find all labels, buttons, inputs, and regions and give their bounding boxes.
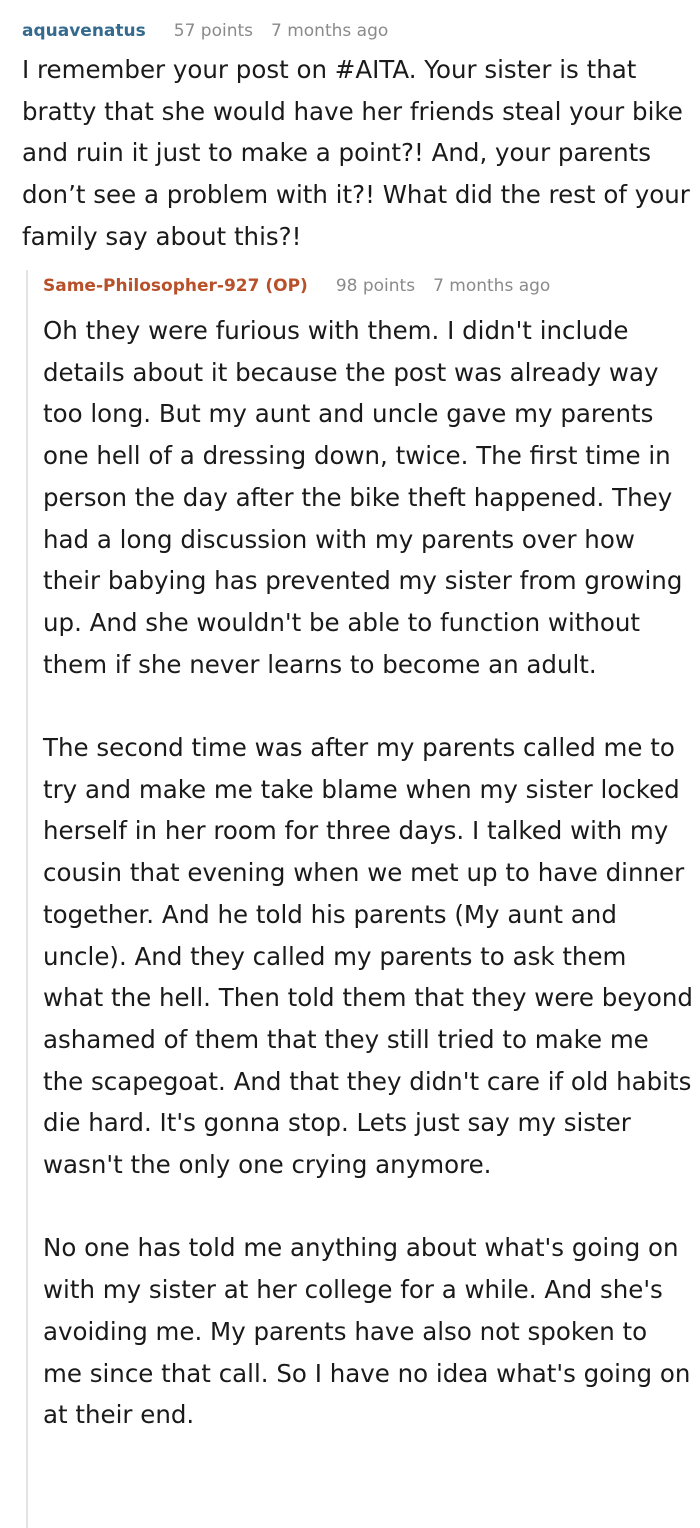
- comment-meta: [43, 273, 693, 299]
- comment-timestamp[interactable]: 7 months ago: [433, 276, 551, 296]
- comment-author[interactable]: aquavenatus: [22, 21, 146, 41]
- comment-meta: [22, 18, 692, 44]
- comment-points: 98 points: [335, 276, 416, 296]
- comment-paragraph: Oh they were furious with them. I didn't include details about it because the post was already way too long. But my aunt and uncle gave my parents one hell of a dressing down, twice. The first time in person the day after the bike theft happened. They had a long discussion with my parents over how their babying has prevented my sister from growing up. And she wouldn't be able to function without them if she never learns to become an adult.: [43, 316, 683, 679]
- comment-body: [43, 310, 693, 1436]
- comment-paragraph: I remember your post on #AITA. Your sister is that bratty that she would have her friends steal your bike and ruin it just to make a point?! And, your parents don’t see a problem with it?! What did the rest of your family say about this?!: [22, 55, 690, 251]
- comment-author[interactable]: Same-Philosopher-927 (OP): [43, 276, 308, 296]
- reply-thread-line[interactable]: [26, 270, 28, 1528]
- comment: [22, 18, 692, 258]
- comment-timestamp[interactable]: 7 months ago: [271, 21, 389, 41]
- comment-body: [22, 49, 692, 258]
- comment-points: 57 points: [173, 21, 253, 41]
- reply-comment: [43, 273, 693, 1436]
- comment-paragraph: No one has told me anything about what's going on with my sister at her college for a while. And she's avoiding me. My parents have also not spoken to me since that call. So I have no idea what's going on at their end.: [43, 1233, 691, 1430]
- comment-paragraph: The second time was after my parents called me to try and make me take blame when my sister locked herself in her room for three days. I talked with my cousin that evening when we met up to have dinner together. And he told his parents (My aunt and uncle). And they called my parents to ask them what the hell. Then told them that they were beyond ashamed of them that they still tried to make me the scapegoat. And that they didn't care if old habits die hard. It's gonna stop. Lets just say my sister wasn't the only one crying anymore.: [43, 733, 693, 1180]
